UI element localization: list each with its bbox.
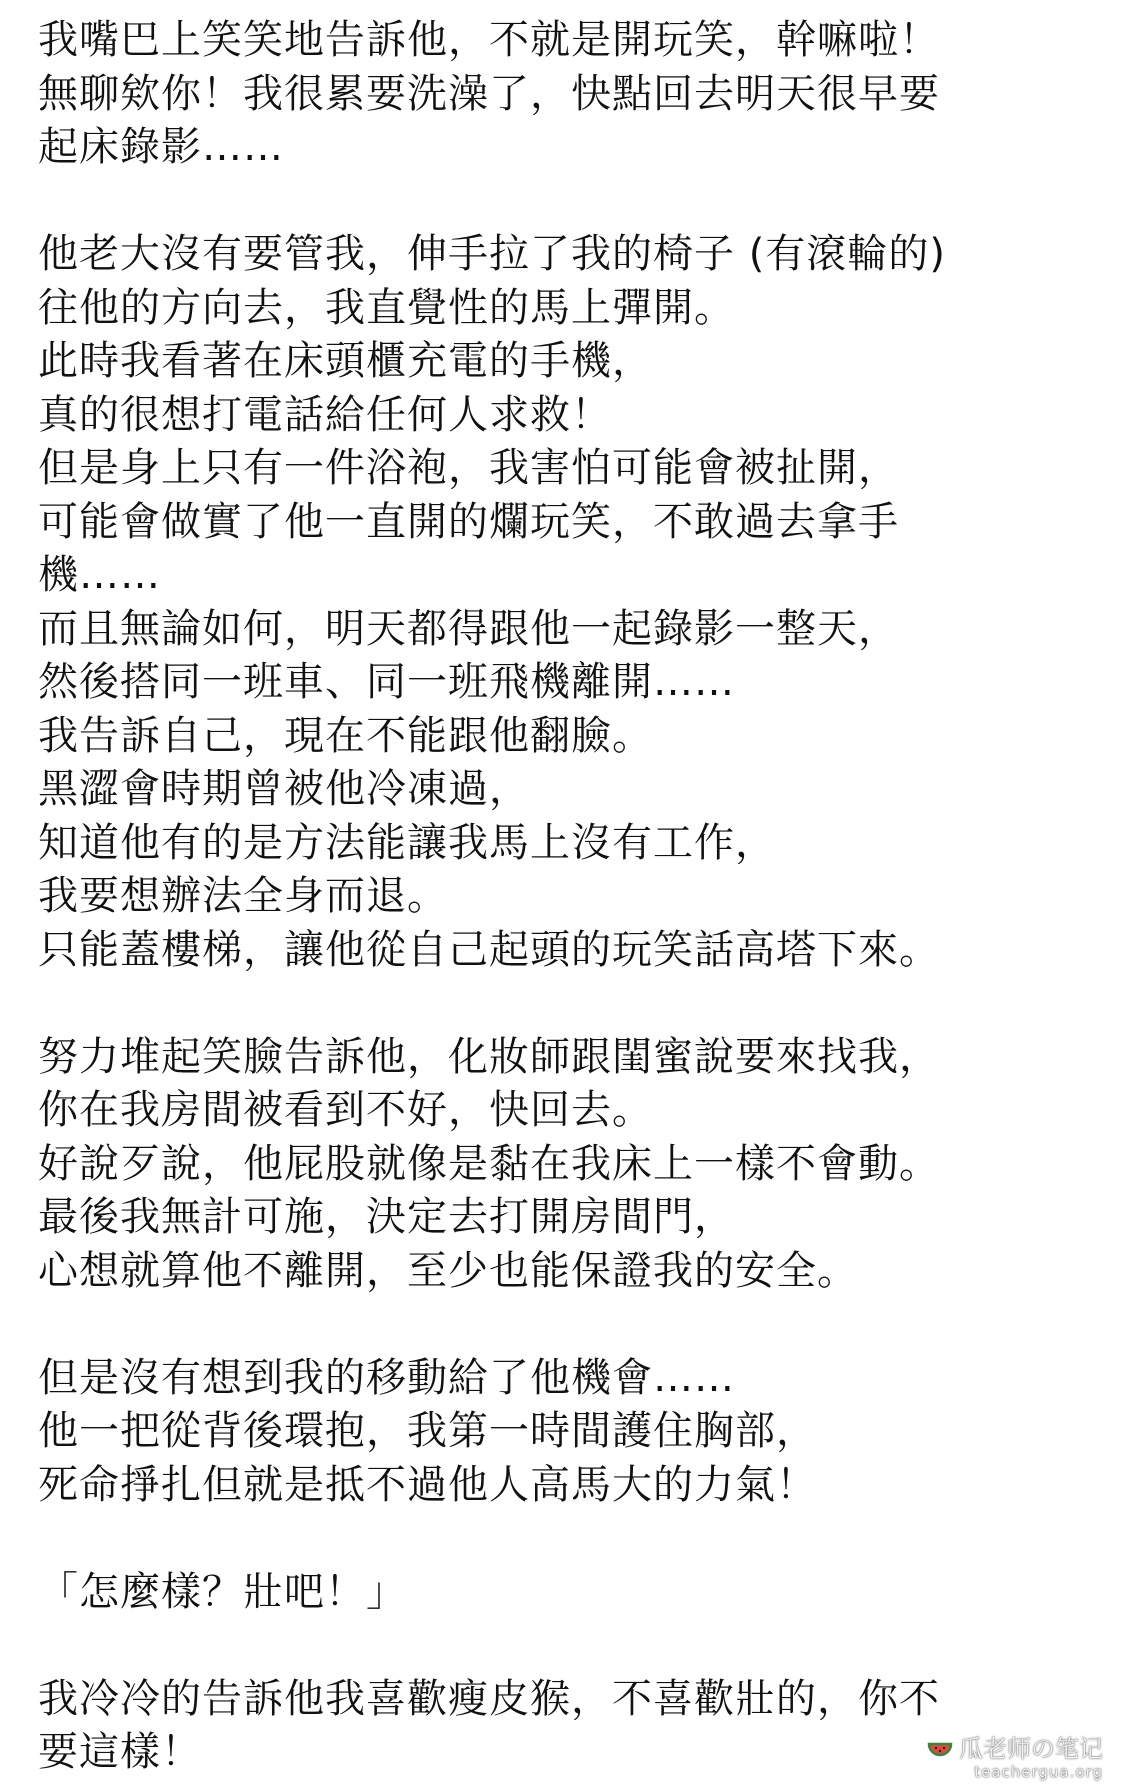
cut-off-line: [38, 0, 1098, 14]
quote-line: 「怎麼樣？壯吧！」: [38, 1568, 407, 1615]
text-line: 而且無論如何，明天都得跟他一起錄影一整天，: [38, 605, 899, 652]
text-line: 我冷冷的告訴他我喜歡瘦皮猴，不喜歡壯的，你不: [38, 1675, 940, 1722]
text-line: 我要想辦法全身而退。: [38, 873, 448, 919]
watermark-url: teachergua.org: [974, 1763, 1103, 1781]
text-line: 但是身上只有一件浴袍，我害怕可能會被扯開，: [38, 445, 899, 491]
text-line: 努力堆起笑臉告訴他，化妝師跟閨蜜說要來找我，: [38, 1033, 940, 1080]
paragraph-gap: [38, 1619, 1098, 1673]
text-line: 最後我無計可施，決定去打開房間門，: [38, 1194, 735, 1240]
text-line: 起床錄影……: [38, 124, 284, 170]
text-line: 可能會做實了他一直開的爛玩笑，不敢過去拿手: [38, 498, 899, 545]
paragraph-gap: [38, 175, 1098, 229]
watermark: [927, 1735, 1103, 1781]
paragraph-gap: [38, 977, 1098, 1031]
watermelon-icon: [927, 1736, 953, 1762]
text-line: 知道他有的是方法能讓我馬上沒有工作，: [38, 819, 776, 866]
text-line: 他一把從背後環抱，我第一時間護住胸部，: [38, 1408, 817, 1454]
text-line: 他老大沒有要管我，伸手拉了我的椅子 (有滾輪的): [38, 231, 946, 277]
text-line: 黑澀會時期曾被他冷凍過，: [38, 766, 530, 812]
text-line: 但是沒有想到我的移動給了他機會……: [38, 1354, 735, 1401]
text-line: 然後搭同一班車、同一班飛機離開……: [38, 659, 735, 705]
text-line: 機……: [38, 552, 161, 598]
text-line: 無聊欸你！我很累要洗澡了，快點回去明天很早要: [38, 70, 940, 117]
paragraph-gap: [38, 1512, 1098, 1566]
post-body: [38, 0, 1098, 1780]
text-line: 心想就算他不離開，至少也能保證我的安全。: [38, 1247, 858, 1294]
text-line: 我告訴自己，現在不能跟他翻臉。: [38, 712, 653, 759]
text-line: 我嘴巴上笑笑地告訴他，不就是開玩笑，幹嘛啦！: [38, 17, 940, 63]
text-line: 真的很想打電話給任何人求救！: [38, 391, 612, 438]
text-line: 此時我看著在床頭櫃充電的手機，: [38, 338, 653, 384]
text-line: 往他的方向去，我直覺性的馬上彈開。: [38, 284, 735, 331]
text-line: 要這樣！: [38, 1729, 202, 1775]
text-line: 死命掙扎但就是抵不過他人高馬大的力氣！: [38, 1461, 817, 1508]
paragraph-gap: [38, 1298, 1098, 1352]
text-line: 好說歹說，他屁股就像是黏在我床上一樣不會動。: [38, 1140, 940, 1187]
text-line: 只能蓋樓梯，讓他從自己起頭的玩笑話高塔下來。: [38, 926, 940, 973]
watermark-title: 瓜老师の笔记: [959, 1735, 1103, 1763]
text-line: 你在我房間被看到不好，快回去。: [38, 1087, 653, 1133]
